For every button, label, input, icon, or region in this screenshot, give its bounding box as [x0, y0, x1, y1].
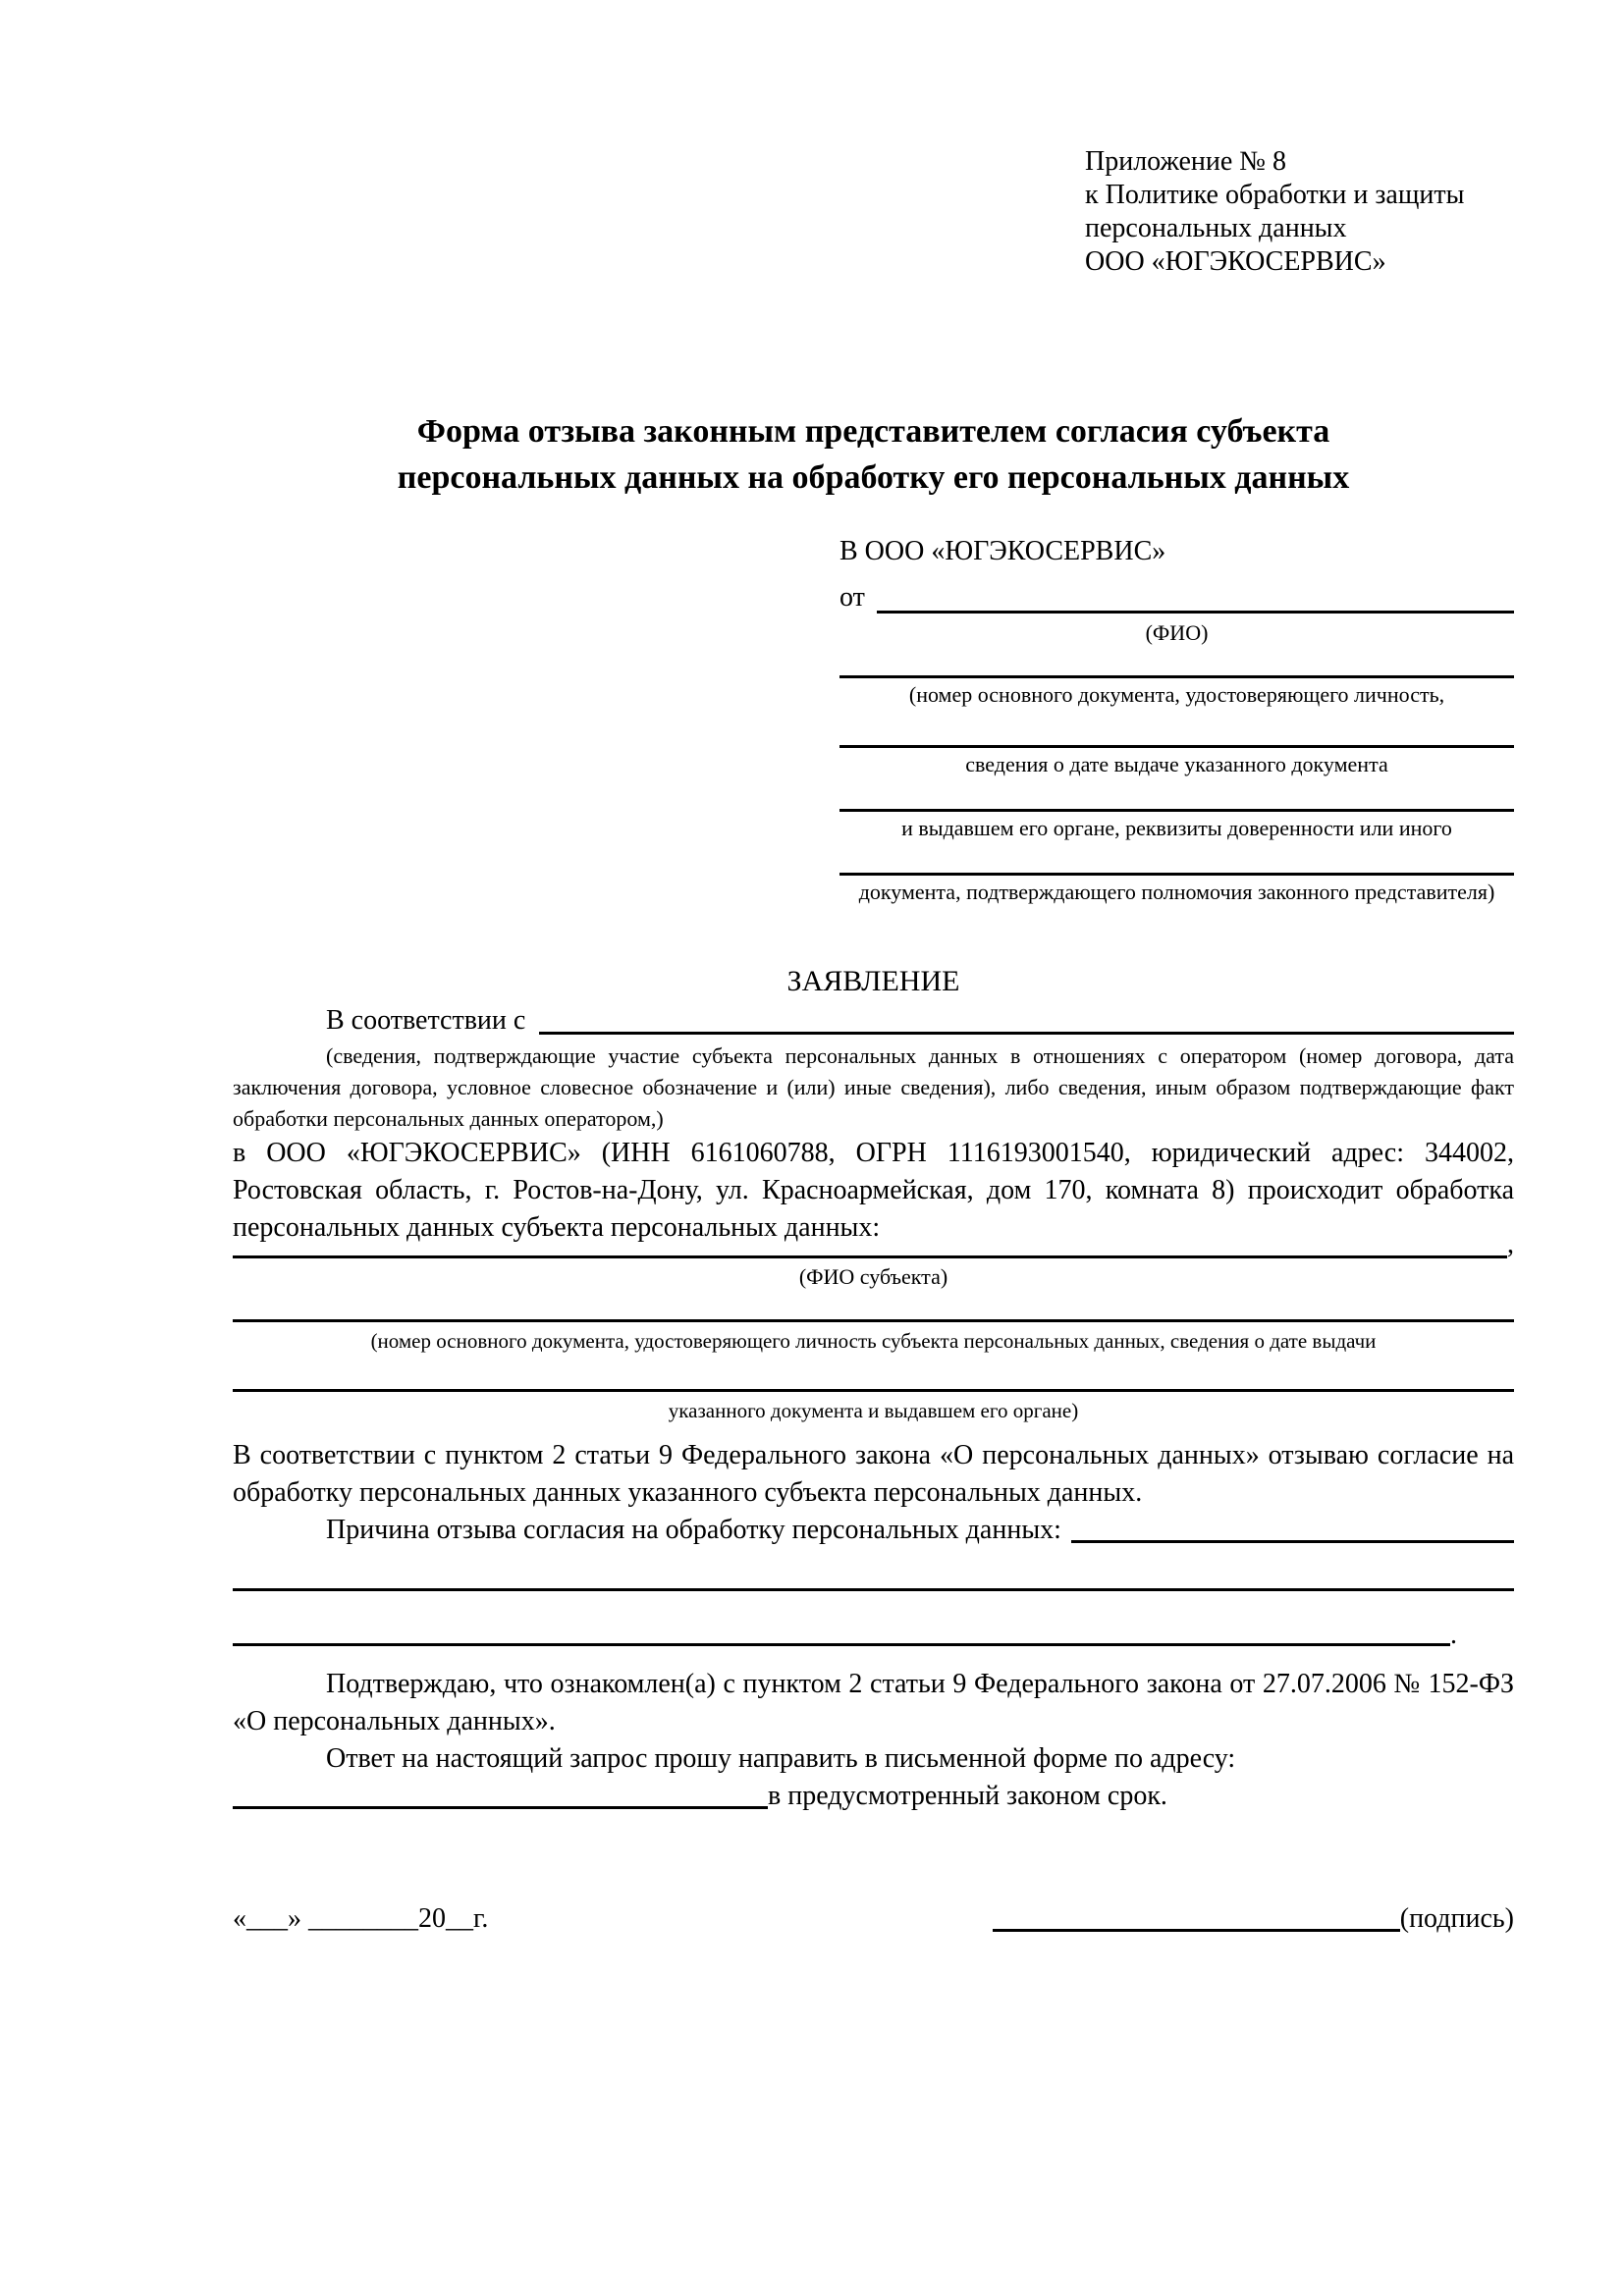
reply-paragraph: Ответ на настоящий запрос прошу направить в письменной форме по адресу:	[326, 1743, 1236, 1774]
reply-suffix: в предусмотренный законом срок.	[768, 1781, 1167, 1811]
withdrawal-paragraph: В соответствии с пунктом 2 статьи 9 Федерального закона «О персональных данных» отзываю согласие на обработку персональных данных указанного субъекта персональных данных.	[233, 1440, 1514, 1508]
subject-comma: ,	[1507, 1229, 1514, 1259]
header-line: Приложение № 8	[1085, 146, 1286, 177]
signature-group	[993, 1899, 1514, 1939]
blank-line-caption: (номер основного документа, удостоверяющего личность,	[908, 682, 1445, 707]
subject-blank-line	[233, 1255, 1507, 1258]
reason-label: Причина отзыва согласия на обработку персональных данных:	[326, 1515, 1061, 1545]
from-row	[839, 574, 1514, 620]
blank-field	[839, 809, 1514, 841]
title-line: персональных данных на обработку его персональных данных	[397, 459, 1350, 496]
reason-blank-line	[1071, 1540, 1514, 1543]
subject-doc-field	[233, 1389, 1514, 1423]
reason-extra-line	[233, 1588, 1514, 1591]
signature-caption: (подпись)	[1399, 1903, 1514, 1934]
blank-line	[839, 873, 1514, 876]
footer	[233, 1899, 1514, 1939]
reply-blank-line	[233, 1806, 768, 1809]
blank-line-caption: сведения о дате выдаче указанного документа	[965, 752, 1388, 776]
blank-line	[839, 745, 1514, 748]
reason-closing-row	[233, 1621, 1514, 1650]
intro-row	[233, 1001, 1514, 1041]
blank-line-caption: документа, подтверждающего полномочия законного представителя)	[858, 880, 1495, 904]
appendix-header	[1085, 145, 1514, 279]
signature-line	[993, 1929, 1400, 1932]
blank-line	[839, 675, 1514, 678]
blank-field	[839, 873, 1514, 905]
fio-caption: (ФИО)	[1145, 620, 1209, 645]
intro-blank-line	[539, 1032, 1514, 1035]
intro-label: В соответствии с	[326, 1005, 526, 1036]
addressee-block	[839, 528, 1514, 905]
line-period: .	[1450, 1620, 1457, 1650]
subject-doc-caption: указанного документа и выдавшем его органе)	[668, 1399, 1079, 1422]
reason-row	[233, 1512, 1514, 1549]
addressee-to: В ООО «ЮГЭКОСЕРВИС»	[839, 536, 1166, 566]
blank-field	[839, 745, 1514, 777]
header-line: ООО «ЮГЭКОСЕРВИС»	[1085, 246, 1386, 277]
date-line: «___» ________20__г.	[233, 1903, 489, 1934]
subject-doc-line	[233, 1319, 1514, 1322]
subject-doc-field	[233, 1319, 1514, 1354]
statement-heading: ЗАЯВЛЕНИЕ	[786, 965, 960, 997]
document-title	[233, 408, 1514, 501]
reply-address-row	[233, 1778, 1514, 1815]
blank-line-caption: и выдавшем его органе, реквизиты доверенности или иного	[901, 816, 1452, 840]
from-blank-line	[877, 611, 1514, 614]
subject-doc-line	[233, 1389, 1514, 1392]
blank-field	[839, 675, 1514, 708]
confirm-paragraph: Подтверждаю, что ознакомлен(а) с пунктом 2 статьи 9 Федерального закона от 27.07.2006 № 152-ФЗ «О персональных данных».	[233, 1669, 1514, 1736]
header-line: персональных данных	[1085, 213, 1347, 243]
subject-fio-caption: (ФИО субъекта)	[798, 1264, 948, 1289]
from-label: от	[839, 582, 865, 613]
subject-doc-caption: (номер основного документа, удостоверяющего личность субъекта персональных данных, сведения о дате выдачи	[370, 1329, 1377, 1353]
operator-paragraph: в ООО «ЮГЭКОСЕРВИС» (ИНН 6161060788, ОГРН 1116193001540, юридический адрес: 344002, Ростовская область, г. Ростов-на-Дону, ул. Красноармейская, дом 170, комната 8) происходит обработка персональных данных субъекта персональных данных:	[233, 1138, 1514, 1243]
title-line: Форма отзыва законным представителем согласия субъекта	[416, 413, 1330, 450]
header-line: к Политике обработки и защиты	[1085, 180, 1465, 210]
blank-line	[839, 809, 1514, 812]
reason-extra-line-2	[233, 1643, 1450, 1646]
intro-caption: (сведения, подтверждающие участие субъекта персональных данных в отношениях с оператором (номер договора, дата заключения договора, условное словесное обозначение и (или) иные сведения), либо сведения, иным образом подтверждающие факт обработки персональных данных оператором,)	[233, 1043, 1514, 1131]
